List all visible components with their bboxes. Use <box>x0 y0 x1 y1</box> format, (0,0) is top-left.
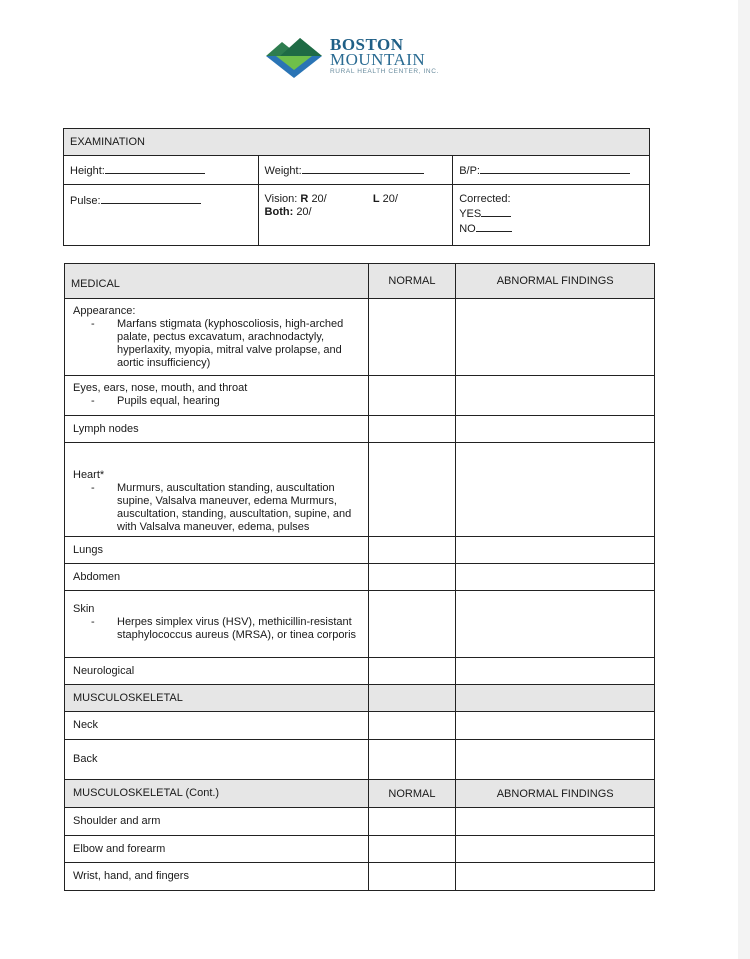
height-cell[interactable] <box>64 156 259 185</box>
elbow-label: Elbow and forearm <box>65 836 369 863</box>
vision-left-value[interactable]: 20/ <box>382 193 398 205</box>
appearance-cell <box>65 299 369 376</box>
skin-normal-cell[interactable] <box>368 591 456 658</box>
table-row <box>65 443 655 537</box>
yes-field[interactable] <box>481 206 511 217</box>
logo-subtitle: RURAL HEALTH CENTER, INC. <box>330 68 439 75</box>
corrected-label: Corrected: <box>459 193 511 205</box>
back-abnormal-cell[interactable] <box>456 740 655 780</box>
table-row <box>65 416 655 443</box>
lymph-normal-cell[interactable] <box>368 416 456 443</box>
elbow-normal-cell[interactable] <box>368 836 456 863</box>
abdomen-abnormal-cell[interactable] <box>456 564 655 591</box>
bp-label: B/P: <box>459 165 480 177</box>
wrist-abnormal-cell[interactable] <box>456 863 655 891</box>
no-field[interactable] <box>476 221 512 232</box>
examination-table <box>63 128 650 246</box>
logo-name-line2: MOUNTAIN <box>330 50 426 69</box>
heart-title: Heart* <box>73 469 105 481</box>
section-header-row <box>65 685 655 712</box>
bullet-dash: - <box>91 395 95 407</box>
vision-left-label: L <box>372 193 380 205</box>
musculoskeletal-cont-header: MUSCULOSKELETAL (Cont.) <box>65 780 369 808</box>
table-row <box>65 808 655 836</box>
bullet-dash: - <box>91 616 95 628</box>
bullet-dash: - <box>91 318 95 330</box>
appearance-detail: Marfans stigmata (kyphoscoliosis, high-arched palate, pectus excavatum, arachnodactyly, hyperlaxity, myopia, mitral valve prolapse, and aortic insufficiency) <box>117 318 344 369</box>
skin-detail: Herpes simplex virus (HSV), methicillin-resistant staphylococcus aureus (MRSA), or tinea corporis <box>117 616 357 641</box>
height-field[interactable] <box>105 163 205 174</box>
heart-abnormal-cell[interactable] <box>456 443 655 537</box>
appearance-abnormal-cell[interactable] <box>456 299 655 376</box>
abdomen-normal-cell[interactable] <box>368 564 456 591</box>
clinic-logo <box>266 34 466 80</box>
vision-label: Vision: <box>264 193 298 205</box>
table-row <box>65 712 655 740</box>
corrected-cell[interactable] <box>453 185 650 246</box>
pulse-field[interactable] <box>101 193 201 204</box>
mountain-logo-icon <box>266 34 326 80</box>
table-row <box>65 836 655 863</box>
abnormal-findings-header: ABNORMAL FINDINGS <box>456 264 655 299</box>
neck-normal-cell[interactable] <box>368 712 456 740</box>
skin-cell <box>65 591 369 658</box>
weight-field[interactable] <box>302 163 424 174</box>
logo-name-line1: BOSTON <box>330 35 404 54</box>
abdomen-label: Abdomen <box>65 564 369 591</box>
neck-label: Neck <box>65 712 369 740</box>
medical-table <box>64 263 655 891</box>
bp-field[interactable] <box>480 163 630 174</box>
vision-right-label: R <box>300 193 309 205</box>
table-row <box>65 564 655 591</box>
appearance-normal-cell[interactable] <box>368 299 456 376</box>
heart-normal-cell[interactable] <box>368 443 456 537</box>
pulse-cell[interactable] <box>64 185 259 246</box>
weight-cell[interactable] <box>258 156 453 185</box>
elbow-abnormal-cell[interactable] <box>456 836 655 863</box>
table-row <box>65 863 655 891</box>
bullet-dash: - <box>91 482 95 494</box>
no-label: NO <box>459 223 476 235</box>
neurological-abnormal-cell[interactable] <box>456 658 655 685</box>
appearance-title: Appearance: <box>73 305 136 317</box>
yes-label: YES <box>459 208 482 220</box>
examination-header: EXAMINATION <box>64 129 650 156</box>
wrist-normal-cell[interactable] <box>368 863 456 891</box>
medical-header: MEDICAL <box>65 264 369 299</box>
neurological-label: Neurological <box>65 658 369 685</box>
back-normal-cell[interactable] <box>368 740 456 780</box>
vision-both-label: Both: <box>264 206 294 218</box>
table-row <box>65 591 655 658</box>
normal-header-2: NORMAL <box>368 780 456 808</box>
height-label: Height: <box>70 165 105 177</box>
shoulder-label: Shoulder and arm <box>65 808 369 836</box>
heart-detail: Murmurs, auscultation standing, auscultation supine, Valsalva maneuver, edema Murmurs, auscultation, standing, auscultation, supine, and with Valsalva maneuver, edema, pulses <box>117 482 352 533</box>
section-header-row <box>65 780 655 808</box>
lymph-abnormal-cell[interactable] <box>456 416 655 443</box>
shoulder-normal-cell[interactable] <box>368 808 456 836</box>
bp-cell[interactable] <box>453 156 650 185</box>
table-row <box>65 537 655 564</box>
lungs-label: Lungs <box>65 537 369 564</box>
shoulder-abnormal-cell[interactable] <box>456 808 655 836</box>
table-row <box>65 658 655 685</box>
eyes-detail: Pupils equal, hearing <box>117 395 220 407</box>
lungs-normal-cell[interactable] <box>368 537 456 564</box>
musculoskeletal-header: MUSCULOSKELETAL <box>65 685 369 712</box>
vision-both-value[interactable]: 20/ <box>296 206 312 218</box>
eyes-normal-cell[interactable] <box>368 376 456 416</box>
wrist-label: Wrist, hand, and fingers <box>65 863 369 891</box>
vision-right-value[interactable]: 20/ <box>311 193 327 205</box>
eyes-title: Eyes, ears, nose, mouth, and throat <box>73 382 248 394</box>
eyes-cell <box>65 376 369 416</box>
lymph-nodes-label: Lymph nodes <box>65 416 369 443</box>
table-row <box>65 299 655 376</box>
neurological-normal-cell[interactable] <box>368 658 456 685</box>
table-row <box>65 376 655 416</box>
skin-title: Skin <box>73 603 95 615</box>
eyes-abnormal-cell[interactable] <box>456 376 655 416</box>
heart-cell <box>65 443 369 537</box>
vision-cell[interactable] <box>258 185 453 246</box>
neck-abnormal-cell[interactable] <box>456 712 655 740</box>
normal-header: NORMAL <box>368 264 456 299</box>
back-label: Back <box>65 740 369 780</box>
pulse-label: Pulse: <box>70 195 101 207</box>
table-row <box>65 740 655 780</box>
lungs-abnormal-cell[interactable] <box>456 537 655 564</box>
skin-abnormal-cell[interactable] <box>456 591 655 658</box>
abnormal-findings-header-2: ABNORMAL FINDINGS <box>456 780 655 808</box>
weight-label: Weight: <box>264 165 302 177</box>
